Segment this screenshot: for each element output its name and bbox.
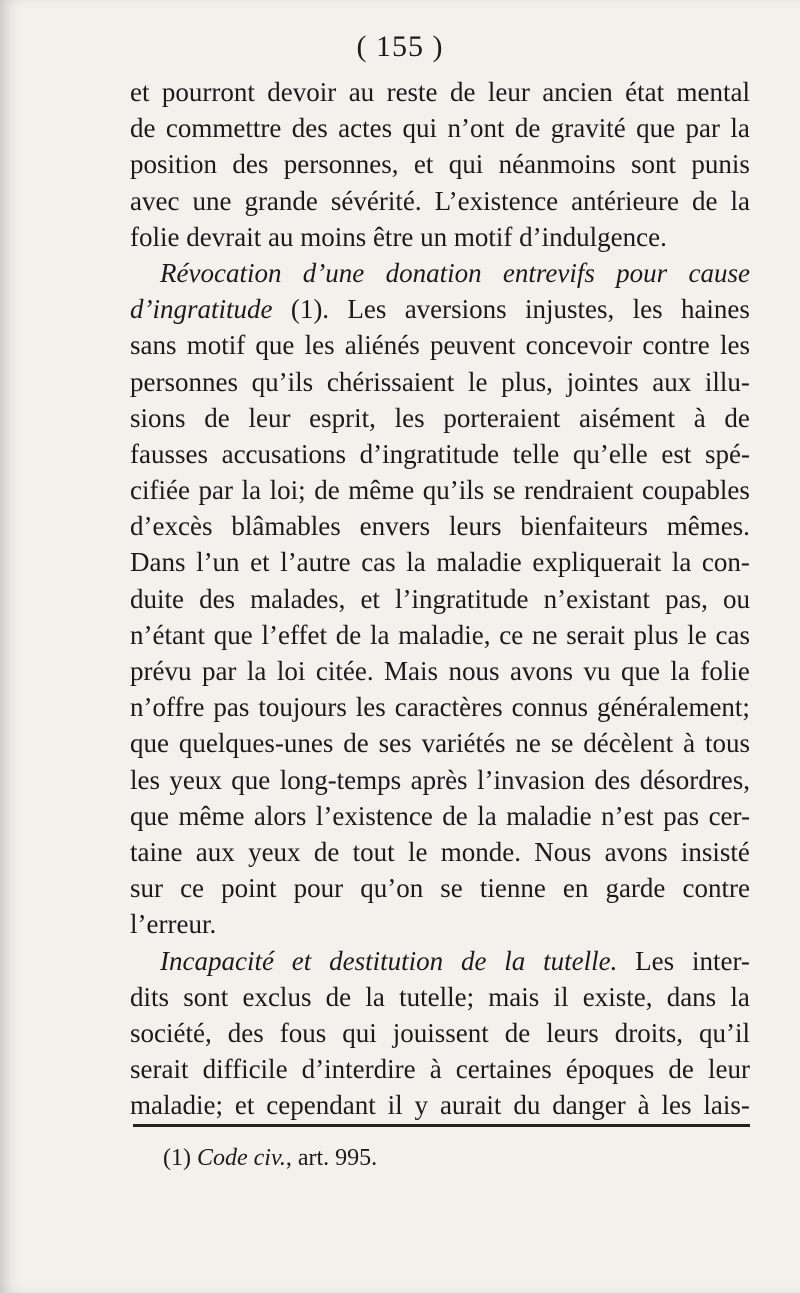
word: yeux: [248, 836, 301, 867]
word: de: [460, 945, 487, 976]
word: de: [668, 1054, 694, 1085]
text-line: [130, 255, 750, 291]
word: difficile: [202, 1054, 288, 1085]
word: donation: [385, 257, 482, 288]
word: par: [198, 475, 233, 506]
word: gravité: [550, 113, 626, 144]
word: chérissaient: [326, 366, 455, 397]
word: qu’elle: [572, 438, 648, 469]
word: d’indulgence.: [519, 221, 667, 252]
word: folie: [700, 656, 750, 686]
word: n’est: [601, 800, 654, 831]
word: cer-: [708, 800, 750, 831]
word: Mais: [384, 656, 439, 686]
word: d’excès: [130, 511, 213, 542]
word: devrait: [186, 221, 268, 252]
text-line: [130, 74, 750, 110]
word: les: [355, 692, 386, 723]
word: alors: [253, 800, 307, 831]
word: Incapacité: [160, 945, 274, 976]
word: l’un: [196, 547, 240, 578]
word: sont: [631, 149, 677, 180]
word: leurs: [546, 1017, 599, 1048]
word: peuvent: [429, 330, 516, 361]
word: monde.: [440, 836, 521, 867]
word: la: [730, 185, 750, 216]
word: actes: [338, 113, 393, 144]
word: lais-: [703, 1090, 750, 1121]
word: commettre: [165, 113, 282, 144]
word: jouissent: [392, 1017, 489, 1048]
word: que: [130, 800, 169, 831]
word: de: [313, 836, 340, 867]
word: dans: [666, 981, 717, 1012]
word: ce: [499, 619, 524, 650]
word: et: [234, 1090, 255, 1121]
word: ne: [531, 619, 558, 650]
word: qu’on: [360, 873, 424, 904]
word: n’existant: [543, 583, 651, 614]
word: époques: [565, 1054, 655, 1085]
word: se: [492, 475, 516, 506]
word: y: [414, 1090, 429, 1121]
word: coupables: [641, 475, 750, 506]
word: que: [620, 656, 660, 686]
word: folie: [130, 221, 187, 252]
word: esprit,: [309, 402, 376, 433]
word: reste: [386, 77, 438, 107]
word: leur: [487, 77, 530, 107]
word: à: [683, 728, 696, 759]
word: antérieure: [571, 185, 679, 216]
word: contre: [642, 330, 710, 361]
text-line: [130, 617, 750, 653]
word: qu’ils: [422, 475, 485, 506]
word: dits: [130, 981, 170, 1012]
word: décèlent: [583, 728, 674, 759]
word: telle: [512, 438, 560, 469]
word: leurs: [449, 511, 502, 542]
word: que: [636, 113, 676, 144]
word: l’autre: [280, 547, 351, 578]
word: toujours: [258, 692, 347, 723]
word: le: [407, 836, 428, 867]
word: citée.: [315, 656, 374, 686]
word: l’erreur.: [130, 909, 217, 940]
word: sans: [130, 330, 177, 361]
word: même: [348, 475, 415, 506]
word: prévu: [130, 656, 192, 686]
word: les: [304, 330, 335, 361]
word: Dans: [130, 547, 186, 578]
word: certaines: [455, 1054, 552, 1085]
word: le: [687, 619, 707, 650]
word: aliénés: [344, 330, 420, 361]
word: l’ingratitude: [395, 583, 529, 614]
word: de: [691, 185, 718, 216]
word: après: [410, 764, 468, 795]
text-line: [130, 364, 750, 400]
word: cifiée: [130, 475, 190, 506]
word: expliquerait: [532, 547, 662, 578]
word: loi;: [269, 475, 306, 506]
word: plus,: [501, 366, 553, 397]
word: qui: [402, 113, 438, 144]
word: ses: [378, 728, 412, 759]
word: avons: [604, 836, 668, 867]
word: haines: [680, 294, 750, 325]
word: con-: [701, 547, 750, 578]
word: qu’il: [698, 1017, 750, 1048]
word: long-temps: [279, 764, 402, 795]
text-line: [130, 400, 750, 436]
word: des: [227, 1017, 264, 1048]
word: même: [178, 800, 245, 831]
word: mental: [676, 77, 750, 107]
word: la: [671, 547, 692, 578]
word: leur: [248, 402, 291, 433]
text-line: [130, 219, 750, 255]
word: ancien: [542, 77, 613, 107]
text-line: [130, 508, 750, 544]
word: de: [504, 1017, 531, 1048]
word: pour: [293, 873, 344, 904]
word: envers: [359, 511, 431, 542]
word: yeux: [169, 764, 222, 795]
word: leur: [707, 1054, 750, 1085]
word: des: [199, 583, 236, 614]
word: plus: [633, 619, 679, 650]
text-line: [130, 1015, 750, 1051]
word: l’invasion: [476, 764, 585, 795]
word: d’une: [302, 257, 365, 288]
word: cas: [715, 619, 750, 650]
word: maladie;: [130, 1090, 223, 1121]
word: taine: [130, 836, 183, 867]
word: ce: [180, 873, 205, 904]
word: entrevifs: [502, 257, 595, 288]
word: un: [420, 221, 454, 252]
word: de: [130, 113, 156, 144]
footnote-rule: [133, 1124, 750, 1127]
word: position: [130, 149, 218, 180]
text-line: [130, 689, 750, 725]
word: sions: [130, 402, 186, 433]
word: société,: [130, 1017, 212, 1048]
word: mais: [488, 981, 540, 1012]
word: que: [213, 619, 253, 650]
word: n’étant: [130, 619, 205, 650]
word: la: [730, 981, 750, 1012]
word: pour: [616, 257, 668, 288]
word: sévérité.: [330, 185, 422, 216]
word: la: [504, 945, 526, 976]
word: loi: [276, 656, 306, 686]
word: sur: [130, 873, 163, 904]
word: à: [637, 1090, 650, 1121]
word: se: [440, 873, 463, 904]
page-number: ( 155 ): [356, 30, 444, 63]
word: l’effet: [261, 619, 327, 650]
word: fausses: [130, 438, 208, 469]
word: contre: [682, 873, 750, 904]
word: maladie: [506, 800, 592, 831]
word: exclus: [242, 981, 312, 1012]
word: insisté: [680, 836, 750, 867]
word: cause: [688, 257, 750, 288]
word: spé-: [705, 438, 750, 469]
word: illu-: [704, 366, 750, 397]
word: garde: [605, 873, 666, 904]
word: il: [387, 1090, 403, 1121]
word: les: [719, 330, 750, 361]
word: ou: [722, 583, 750, 614]
word: et: [130, 77, 150, 107]
word: de: [204, 402, 230, 433]
word: au: [267, 221, 301, 252]
word: la: [477, 800, 497, 831]
word: au: [348, 77, 375, 107]
word: de: [343, 728, 369, 759]
word: néanmoins: [498, 149, 616, 180]
word: la: [369, 619, 390, 650]
word: n’offre: [130, 692, 205, 723]
word: accusations: [221, 438, 347, 469]
word: d’interdire: [301, 1054, 416, 1085]
word: la: [365, 981, 385, 1012]
word: la: [406, 547, 426, 578]
word: aux: [652, 366, 692, 397]
word: de: [724, 402, 750, 433]
word: pas: [663, 800, 700, 831]
word: devoir: [267, 77, 337, 107]
word: est: [661, 438, 692, 469]
word: et: [413, 149, 434, 180]
word: inter-: [691, 945, 750, 976]
word: les: [661, 1090, 692, 1121]
word: maladie,: [398, 619, 491, 650]
word: une: [192, 185, 232, 216]
word: punis: [691, 149, 750, 180]
word: sont: [183, 981, 229, 1012]
word: d’ingratitude: [130, 294, 273, 325]
word: du: [513, 1090, 541, 1121]
word: duite: [130, 583, 184, 614]
word: tienne: [479, 873, 546, 904]
word: rendraient: [523, 475, 634, 506]
text-line: [130, 725, 750, 761]
word: pas,: [665, 583, 708, 614]
word: mêmes.: [666, 511, 750, 542]
text-line: [130, 653, 750, 689]
text-line: [130, 834, 750, 870]
word: d’ingratitude: [359, 438, 500, 469]
word: de: [442, 800, 468, 831]
word: destitution: [329, 945, 444, 976]
word: les: [130, 764, 160, 795]
word: et: [360, 583, 380, 614]
word: que: [231, 764, 271, 795]
word: Nous: [534, 836, 592, 867]
word: par: [685, 113, 720, 144]
word: le: [467, 366, 488, 397]
word: avec: [130, 185, 180, 216]
word: la: [246, 656, 267, 686]
footnote: [163, 1140, 377, 1176]
word: par: [201, 656, 237, 686]
word: des: [232, 149, 269, 180]
text-line: [130, 472, 750, 508]
text-line: [130, 762, 750, 798]
text-line: [130, 870, 750, 906]
word: aux: [195, 836, 235, 867]
footnote-marker: (1): [163, 1145, 191, 1171]
word: la: [241, 475, 262, 506]
word: généralement;: [597, 692, 750, 723]
word: grande: [244, 185, 318, 216]
word: tutelle.: [543, 945, 618, 976]
footnote-source: Code civ.: [196, 1145, 286, 1171]
word: motif: [453, 221, 520, 252]
text-line: [130, 291, 750, 327]
text-line: [130, 146, 750, 182]
word: aisément: [579, 402, 675, 433]
word: en: [562, 873, 589, 904]
text-line: [130, 1087, 750, 1123]
word: (1).: [290, 294, 330, 325]
word: porteraient: [443, 402, 561, 433]
word: qui: [342, 1017, 377, 1048]
word: les: [632, 294, 663, 325]
word: tous: [704, 728, 750, 759]
word: Révocation: [160, 257, 282, 288]
text-line: [130, 1051, 750, 1087]
word: serait: [566, 619, 625, 650]
word: maladie: [436, 547, 522, 578]
word: se: [550, 728, 574, 759]
word: droits,: [614, 1017, 683, 1048]
word: les: [394, 402, 425, 433]
text-line: [130, 943, 750, 979]
word: ne: [515, 728, 541, 759]
word: la: [730, 113, 750, 144]
text-line: [130, 581, 750, 617]
text-line: [130, 327, 750, 363]
word: motif: [186, 330, 246, 361]
word: malades,: [250, 583, 346, 614]
word: de: [314, 475, 340, 506]
body-text: [130, 74, 750, 1123]
word: que: [255, 330, 295, 361]
word: concevoir: [525, 330, 633, 361]
word: désordres,: [639, 764, 750, 795]
word: à: [429, 1054, 442, 1085]
word: Les: [347, 294, 387, 325]
text-line: [130, 906, 750, 942]
word: cependant: [266, 1090, 376, 1121]
word: injustes,: [525, 294, 615, 325]
word: moins: [300, 221, 373, 252]
word: pas: [213, 692, 250, 723]
word: point: [221, 873, 277, 904]
word: l’existence: [315, 800, 433, 831]
word: quelques-unes: [178, 728, 334, 759]
word: tutelle;: [399, 981, 475, 1012]
text-line: [130, 110, 750, 146]
word: de: [325, 981, 352, 1012]
word: aversions: [404, 294, 507, 325]
word: danger: [552, 1090, 626, 1121]
footnote-reference: , art. 995.: [285, 1145, 378, 1171]
word: et: [250, 547, 270, 578]
word: pourront: [161, 77, 255, 107]
word: nous: [448, 656, 500, 686]
word: Les: [635, 945, 675, 976]
word: vu: [583, 656, 611, 686]
word: de: [514, 113, 541, 144]
word: de: [449, 77, 476, 107]
word: des: [291, 113, 328, 144]
word: des: [594, 764, 631, 795]
word: personnes,: [283, 149, 399, 180]
word: avons: [510, 656, 573, 686]
text-line: [130, 183, 750, 219]
word: existe,: [582, 981, 653, 1012]
word: caractères: [394, 692, 503, 723]
word: de: [335, 619, 362, 650]
word: la: [670, 656, 690, 686]
word: bienfaiteurs: [520, 511, 648, 542]
word: à: [693, 402, 706, 433]
word: être: [372, 221, 421, 252]
word: tout: [352, 836, 395, 867]
word: L’existence: [434, 185, 559, 216]
word: qu’ils: [251, 366, 314, 397]
word: blâmables: [231, 511, 341, 542]
text-line: [130, 544, 750, 580]
text-line: [130, 798, 750, 834]
word: jointes: [566, 366, 639, 397]
word: fous: [279, 1017, 327, 1048]
word: état: [625, 77, 665, 107]
word: cas: [361, 547, 396, 578]
word: aurait: [439, 1090, 502, 1121]
word: que: [130, 728, 169, 759]
word: et: [291, 945, 312, 976]
text-line: [130, 436, 750, 472]
word: n’ont: [447, 113, 505, 144]
text-line: [130, 979, 750, 1015]
word: variétés: [421, 728, 506, 759]
word: qui: [448, 149, 484, 180]
word: connus: [511, 692, 589, 723]
word: il: [553, 981, 569, 1012]
word: serait: [130, 1054, 189, 1085]
word: personnes: [130, 366, 238, 397]
